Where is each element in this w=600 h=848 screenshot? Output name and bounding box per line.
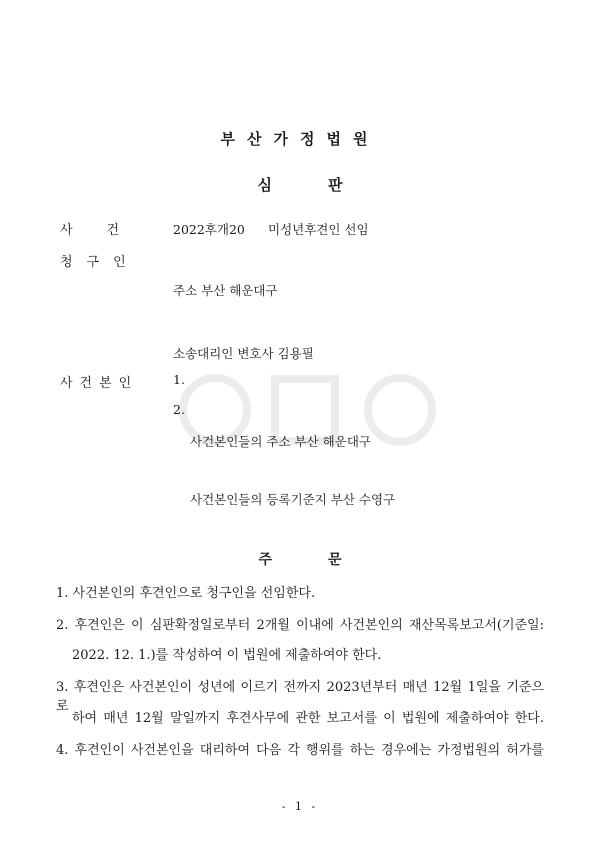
subject-address: 사건본인들의 주소 부산 해운대구 <box>190 434 371 449</box>
court-name: 부산가정법원 <box>220 130 380 148</box>
order-title: 주문 <box>258 552 398 568</box>
case-title: 미성년후견인 선임 <box>268 222 369 237</box>
order-item-3: 3. 후견인은 사건본인이 성년에 이르기 전까지 2023년부터 매년 12월 1일을 기준으로 <box>56 680 544 714</box>
order-item-2: 2. 후견인은 이 심판확정일로부터 2개월 이내에 사건본인의 재산목록보고서(기준일: <box>56 618 544 633</box>
page-number: - 1 - <box>281 800 319 813</box>
order-item-3-continued: 하여 매년 12월 말일까지 후견사무에 관한 보고서를 이 법원에 제출하여야 한다. <box>72 711 544 726</box>
case-label: 사건 <box>60 223 154 238</box>
order-item-2-continued: 2022. 12. 1.)를 작성하여 이 법원에 제출하여야 한다. <box>72 648 382 663</box>
subject-item-2: 2. <box>173 402 185 417</box>
case-number: 2022후개20 <box>173 222 245 237</box>
subject-registered-base: 사건본인들의 등록기준지 부산 수영구 <box>190 492 396 507</box>
claimant-representative: 소송대리인 변호사 김용필 <box>173 346 314 361</box>
subject-item-1: 1. <box>173 372 185 387</box>
claimant-address: 주소 부산 해운대구 <box>173 283 278 298</box>
claimant-label: 청구인 <box>60 255 140 270</box>
order-item-4: 4. 후견인이 사건본인을 대리하여 다음 각 행위를 하는 경우에는 가정법원의 허가를 <box>56 743 544 758</box>
subject-label: 사건본인 <box>60 376 139 391</box>
order-item-1: 1. 사건본인의 후견인으로 청구인을 선임한다. <box>56 586 316 601</box>
document-type: 심판 <box>257 176 399 194</box>
